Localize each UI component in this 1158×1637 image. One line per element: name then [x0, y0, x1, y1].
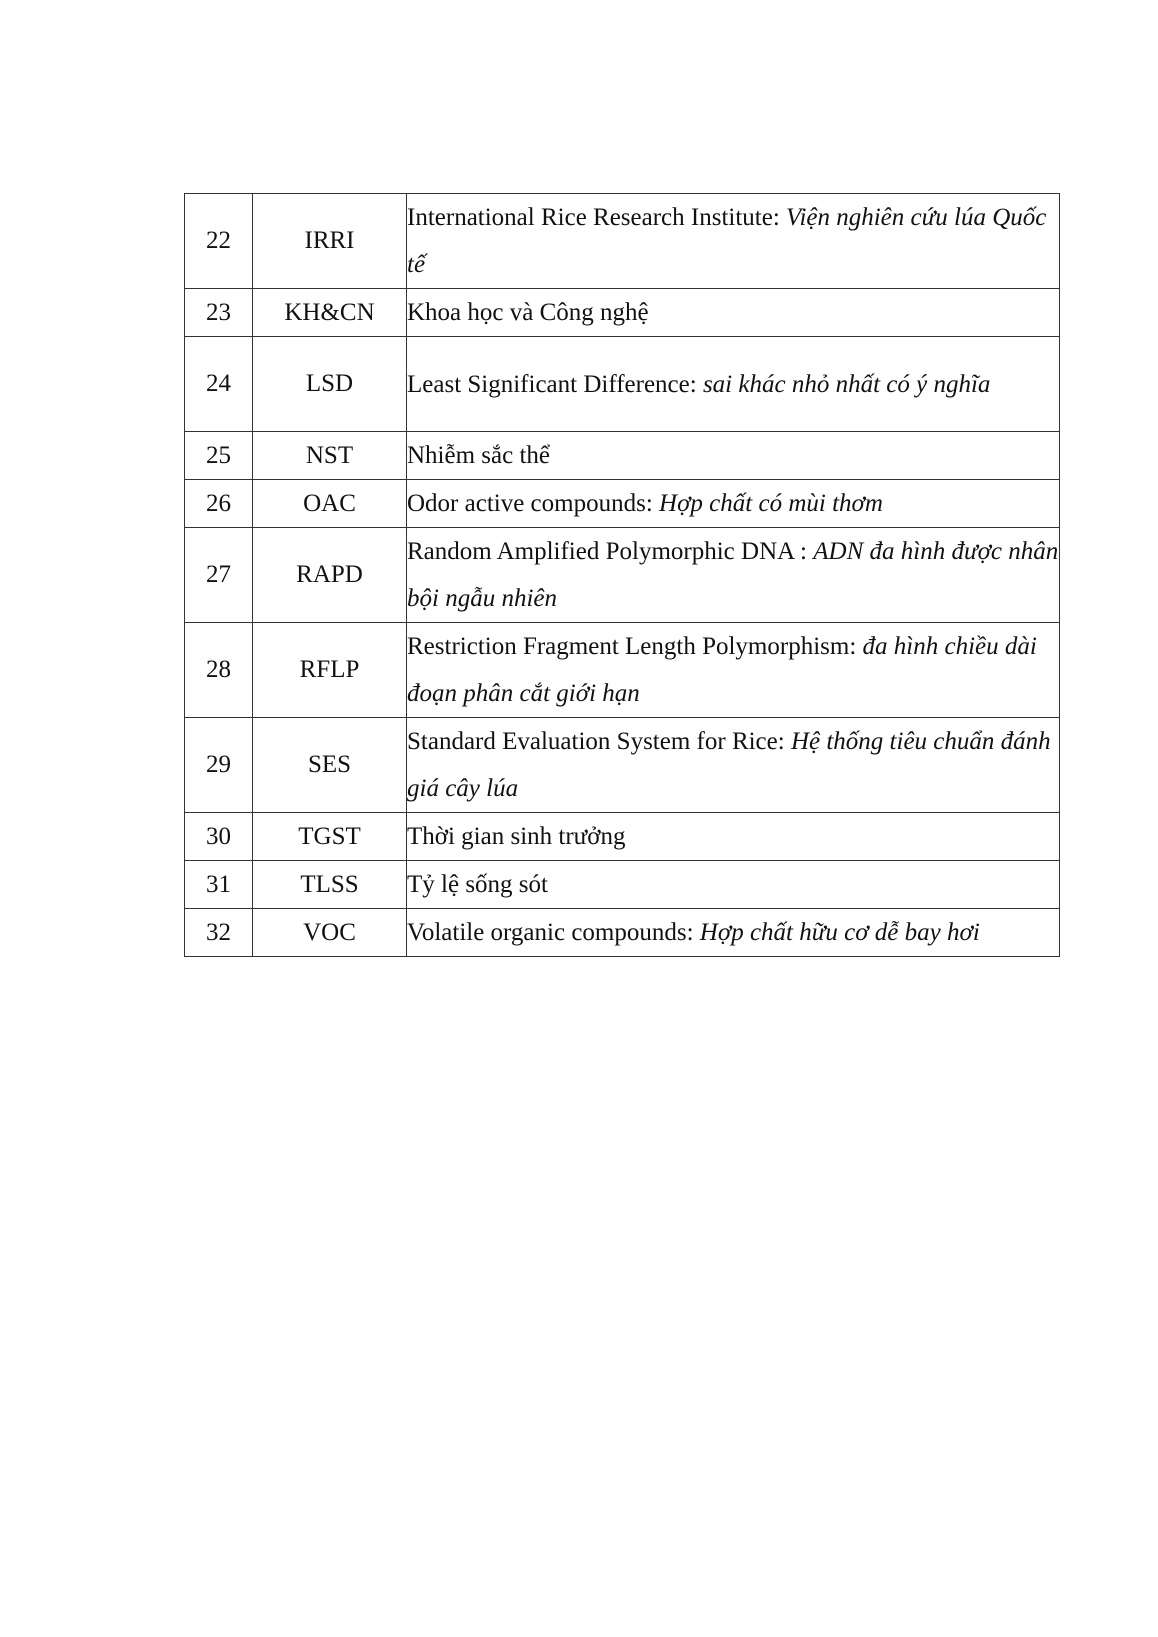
definition-vietnamese: Hợp chất có mùi thơm [659, 490, 883, 517]
definition-text: Standard Evaluation System for Rice: [407, 728, 791, 755]
definition [407, 623, 1060, 718]
abbreviation: OAC [253, 480, 407, 528]
row-number: 28 [185, 623, 253, 718]
definition-text: Thời gian sinh trưởng [407, 823, 626, 850]
row-number: 32 [185, 909, 253, 957]
abbreviation: KH&CN [253, 289, 407, 337]
table-row [185, 289, 1060, 337]
table-row [185, 337, 1060, 432]
abbreviation: IRRI [253, 194, 407, 289]
definition [407, 432, 1060, 480]
table-row [185, 194, 1060, 289]
definition-text: Least Significant Difference: [407, 370, 703, 398]
abbreviation: RFLP [253, 623, 407, 718]
definition-text: Nhiễm sắc thể [407, 442, 551, 469]
definition-text: Odor active compounds: [407, 490, 660, 517]
table-row [185, 528, 1060, 623]
definition-vietnamese: Viện nghiên cứu lúa Quốc tế [407, 204, 1047, 278]
row-number: 25 [185, 432, 253, 480]
abbreviation: SES [253, 718, 407, 813]
abbreviation: LSD [253, 337, 407, 432]
definition [407, 289, 1060, 337]
definition [407, 337, 1060, 432]
abbreviation: TLSS [253, 861, 407, 909]
definition [407, 909, 1060, 957]
definition [407, 194, 1060, 289]
table-row [185, 861, 1060, 909]
table-row [185, 718, 1060, 813]
table-row [185, 909, 1060, 957]
definition [407, 718, 1060, 813]
row-number: 22 [185, 194, 253, 289]
row-number: 27 [185, 528, 253, 623]
definition-text: International Rice Research Institute: [407, 204, 787, 231]
definition [407, 480, 1060, 528]
row-number: 26 [185, 480, 253, 528]
definition-text: Restriction Fragment Length Polymorphism: [407, 633, 863, 660]
table-row [185, 813, 1060, 861]
definition-vietnamese: đa hình chiều dài đoạn phân cắt giới hạn [407, 633, 1037, 707]
definition-vietnamese: ADN đa hình được nhân bội ngẫu nhiên [407, 538, 1059, 612]
definition-text: Khoa học và Công nghệ [407, 299, 649, 326]
abbreviation-table [184, 193, 1060, 957]
table-row [185, 432, 1060, 480]
table-row [185, 480, 1060, 528]
definition [407, 813, 1060, 861]
abbreviation: NST [253, 432, 407, 480]
table-row [185, 623, 1060, 718]
abbreviation: VOC [253, 909, 407, 957]
definition-vietnamese: Hệ thống tiêu chuẩn đánh giá cây lúa [407, 728, 1051, 802]
definition-text: Volatile organic compounds: [407, 919, 700, 946]
definition-vietnamese: sai khác nhỏ nhất có ý nghĩa [702, 370, 991, 398]
row-number: 23 [185, 289, 253, 337]
row-number: 30 [185, 813, 253, 861]
definition [407, 861, 1060, 909]
definition-text: Random Amplified Polymorphic DNA : [407, 538, 814, 565]
definition-text: Tỷ lệ sống sót [407, 871, 548, 898]
definition-vietnamese: Hợp chất hữu cơ dễ bay hơi [699, 919, 980, 946]
abbreviation: TGST [253, 813, 407, 861]
row-number: 31 [185, 861, 253, 909]
row-number: 24 [185, 337, 253, 432]
definition [407, 528, 1060, 623]
row-number: 29 [185, 718, 253, 813]
abbreviation: RAPD [253, 528, 407, 623]
